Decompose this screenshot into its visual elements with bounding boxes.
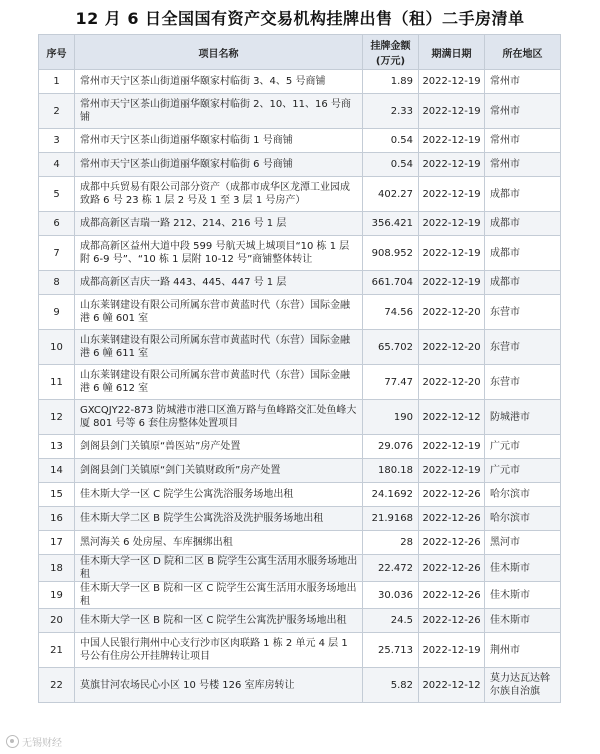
row-name: 成都中兵贸易有限公司部分资产（成都市成华区龙潭工业园成致路 6 号 23 栋 1 层 2 号及 1 至 3 层 1 号房产）	[75, 177, 363, 212]
row-area: 哈尔滨市	[485, 507, 561, 531]
row-no: 7	[39, 236, 75, 271]
row-date: 2022-12-19	[419, 271, 485, 295]
row-amount: 74.56	[363, 295, 419, 330]
row-amount: 24.1692	[363, 483, 419, 507]
header-no: 序号	[39, 35, 75, 70]
row-date: 2022-12-12	[419, 400, 485, 435]
row-no: 1	[39, 70, 75, 94]
row-amount: 24.5	[363, 609, 419, 633]
table-row	[39, 330, 561, 365]
row-area: 佳木斯市	[485, 609, 561, 633]
row-amount: 28	[363, 531, 419, 555]
table-row	[39, 70, 561, 94]
row-no: 8	[39, 271, 75, 295]
row-no: 20	[39, 609, 75, 633]
row-area: 东营市	[485, 295, 561, 330]
header-date: 期满日期	[419, 35, 485, 70]
table-row	[39, 582, 561, 609]
table-body	[39, 70, 561, 703]
row-area: 佳木斯市	[485, 555, 561, 582]
row-amount: 402.27	[363, 177, 419, 212]
row-name: 常州市天宁区茶山街道丽华颐家村临街 2、10、11、16 号商铺	[75, 94, 363, 129]
table-row	[39, 365, 561, 400]
row-amount: 29.076	[363, 435, 419, 459]
row-area: 佳木斯市	[485, 582, 561, 609]
row-no: 2	[39, 94, 75, 129]
table-row	[39, 129, 561, 153]
row-no: 11	[39, 365, 75, 400]
row-date: 2022-12-26	[419, 507, 485, 531]
row-name: 中国人民银行荆州中心支行沙市区肉联路 1 栋 2 单元 4 层 1 号公有住房公开挂牌转让项目	[75, 633, 363, 668]
header-amount-unit: (万元)	[375, 56, 406, 67]
row-name: 黑河海关 6 处房屋、车库捆绑出租	[75, 531, 363, 555]
table-row	[39, 435, 561, 459]
row-name: 山东莱钢建设有限公司所属东营市黄蓝时代（东营）国际金融港 6 幢 601 室	[75, 295, 363, 330]
row-no: 6	[39, 212, 75, 236]
row-name: 常州市天宁区茶山街道丽华颐家村临街 6 号商铺	[75, 153, 363, 177]
row-area: 莫力达瓦达斡尔族自治旗	[485, 668, 561, 703]
row-no: 5	[39, 177, 75, 212]
row-area: 常州市	[485, 153, 561, 177]
row-area: 黑河市	[485, 531, 561, 555]
row-no: 14	[39, 459, 75, 483]
row-no: 4	[39, 153, 75, 177]
row-name: 佳木斯大学一区 B 院和一区 C 院学生公寓生活用水服务场地出租	[75, 582, 363, 609]
row-no: 19	[39, 582, 75, 609]
row-amount: 356.421	[363, 212, 419, 236]
row-area: 广元市	[485, 435, 561, 459]
row-amount: 5.82	[363, 668, 419, 703]
row-no: 21	[39, 633, 75, 668]
row-date: 2022-12-19	[419, 177, 485, 212]
table-row	[39, 633, 561, 668]
row-area: 广元市	[485, 459, 561, 483]
table-row	[39, 668, 561, 703]
row-date: 2022-12-12	[419, 668, 485, 703]
row-no: 22	[39, 668, 75, 703]
table-row	[39, 507, 561, 531]
table-row	[39, 483, 561, 507]
row-date: 2022-12-20	[419, 330, 485, 365]
row-amount: 1.89	[363, 70, 419, 94]
row-area: 常州市	[485, 70, 561, 94]
row-name: 成都高新区吉瑞一路 212、214、216 号 1 层	[75, 212, 363, 236]
row-name: 剑阁县剑门关镇原“剑门关镇财政所”房产处置	[75, 459, 363, 483]
row-name: 成都高新区益州大道中段 599 号航天城上城项目“10 栋 1 层附 6-9 号”、“10 栋 1 层附 10-12 号”商铺整体转让	[75, 236, 363, 271]
table-row	[39, 177, 561, 212]
row-amount: 661.704	[363, 271, 419, 295]
row-date: 2022-12-26	[419, 531, 485, 555]
row-date: 2022-12-26	[419, 483, 485, 507]
row-amount: 180.18	[363, 459, 419, 483]
row-name: 山东莱钢建设有限公司所属东营市黄蓝时代（东营）国际金融港 6 幢 611 室	[75, 330, 363, 365]
table-row	[39, 400, 561, 435]
row-amount: 21.9168	[363, 507, 419, 531]
row-date: 2022-12-19	[419, 633, 485, 668]
row-area: 东营市	[485, 365, 561, 400]
row-name: 佳木斯大学二区 B 院学生公寓洗浴及洗护服务场地出租	[75, 507, 363, 531]
row-no: 3	[39, 129, 75, 153]
watermark-logo-icon	[6, 735, 19, 748]
row-name: 佳木斯大学一区 C 院学生公寓洗浴服务场地出租	[75, 483, 363, 507]
row-no: 17	[39, 531, 75, 555]
row-no: 10	[39, 330, 75, 365]
row-date: 2022-12-19	[419, 435, 485, 459]
row-area: 防城港市	[485, 400, 561, 435]
row-date: 2022-12-19	[419, 236, 485, 271]
row-name: 成都高新区吉庆一路 443、445、447 号 1 层	[75, 271, 363, 295]
table-row	[39, 271, 561, 295]
row-date: 2022-12-26	[419, 582, 485, 609]
row-amount: 22.472	[363, 555, 419, 582]
row-amount: 65.702	[363, 330, 419, 365]
row-amount: 2.33	[363, 94, 419, 129]
row-area: 哈尔滨市	[485, 483, 561, 507]
row-no: 18	[39, 555, 75, 582]
row-amount: 908.952	[363, 236, 419, 271]
row-no: 9	[39, 295, 75, 330]
header-name: 项目名称	[75, 35, 363, 70]
row-amount: 0.54	[363, 129, 419, 153]
row-name: 常州市天宁区茶山街道丽华颐家村临街 1 号商铺	[75, 129, 363, 153]
row-date: 2022-12-26	[419, 555, 485, 582]
row-name: 山东莱钢建设有限公司所属东营市黄蓝时代（东营）国际金融港 6 幢 612 室	[75, 365, 363, 400]
row-date: 2022-12-19	[419, 153, 485, 177]
row-area: 东营市	[485, 330, 561, 365]
row-date: 2022-12-20	[419, 295, 485, 330]
row-name: 剑阁县剑门关镇原“兽医站”房产处置	[75, 435, 363, 459]
row-date: 2022-12-26	[419, 609, 485, 633]
header-amount-label: 挂牌金额	[370, 41, 411, 52]
row-date: 2022-12-19	[419, 129, 485, 153]
row-no: 15	[39, 483, 75, 507]
row-amount: 77.47	[363, 365, 419, 400]
table-row	[39, 94, 561, 129]
row-no: 16	[39, 507, 75, 531]
header-amount	[363, 35, 419, 70]
table-row	[39, 236, 561, 271]
row-amount: 0.54	[363, 153, 419, 177]
row-area: 荆州市	[485, 633, 561, 668]
row-amount: 30.036	[363, 582, 419, 609]
table-row	[39, 212, 561, 236]
row-area: 常州市	[485, 94, 561, 129]
row-date: 2022-12-19	[419, 459, 485, 483]
row-no: 13	[39, 435, 75, 459]
row-area: 常州市	[485, 129, 561, 153]
row-date: 2022-12-19	[419, 94, 485, 129]
table-row	[39, 531, 561, 555]
listing-table	[38, 34, 561, 703]
row-area: 成都市	[485, 271, 561, 295]
row-name: 常州市天宁区茶山街道丽华颐家村临街 3、4、5 号商铺	[75, 70, 363, 94]
row-no: 12	[39, 400, 75, 435]
row-name: GXCQJY22-873 防城港市港口区渔万路与鱼峰路交汇处鱼峰大厦 801 号等 6 套住房整体处置项目	[75, 400, 363, 435]
page-title: 12 月 6 日全国国有资产交易机构挂牌出售（租）二手房清单	[75, 9, 525, 28]
table-row	[39, 555, 561, 582]
row-area: 成都市	[485, 212, 561, 236]
row-date: 2022-12-19	[419, 70, 485, 94]
row-date: 2022-12-19	[419, 212, 485, 236]
table-row	[39, 153, 561, 177]
header-area: 所在地区	[485, 35, 561, 70]
row-amount: 190	[363, 400, 419, 435]
row-area: 成都市	[485, 177, 561, 212]
row-name: 佳木斯大学一区 D 院和二区 B 院学生公寓生活用水服务场地出租	[75, 555, 363, 582]
watermark	[6, 734, 62, 749]
table-row	[39, 459, 561, 483]
table-row	[39, 295, 561, 330]
watermark-text: 无锡财经	[22, 738, 62, 749]
row-name: 莫旗甘河农场民心小区 10 号楼 126 室库房转让	[75, 668, 363, 703]
row-amount: 25.713	[363, 633, 419, 668]
row-area: 成都市	[485, 236, 561, 271]
table-row	[39, 609, 561, 633]
row-date: 2022-12-20	[419, 365, 485, 400]
row-name: 佳木斯大学一区 B 院和一区 C 院学生公寓洗护服务场地出租	[75, 609, 363, 633]
table-header	[39, 35, 561, 70]
